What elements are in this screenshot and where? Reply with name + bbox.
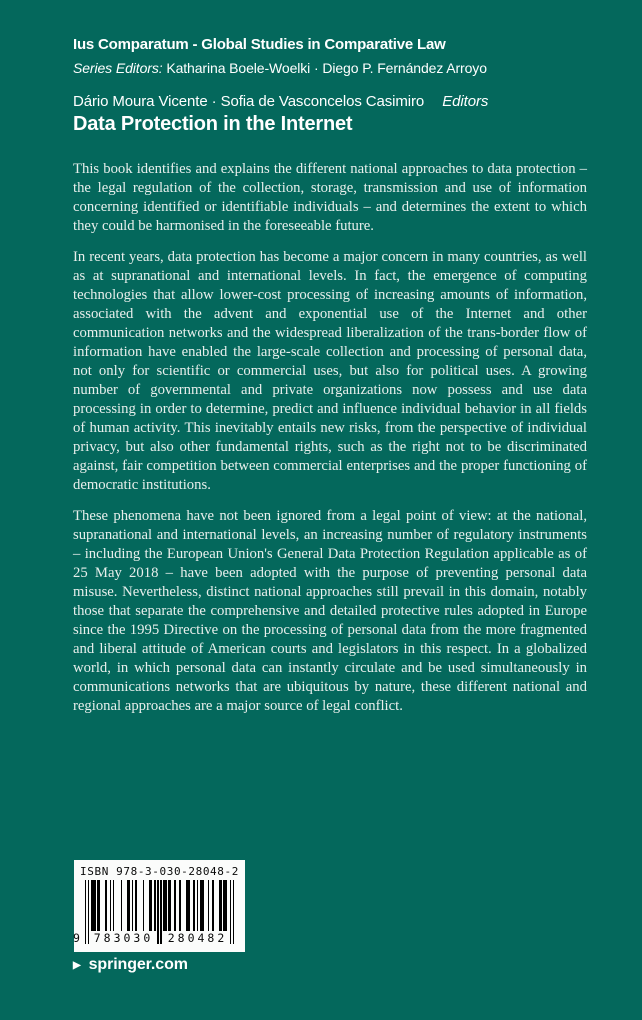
volume-editors-names: Dário Moura Vicente · Sofia de Vasconcelos Casimiro (73, 93, 425, 110)
series-editors-names: Katharina Boele-Woelki · Diego P. Fernández Arroyo (166, 60, 487, 76)
blurb-paragraph: This book identifies and explains the different national approaches to data protection – the legal regulation of the collection, storage, transmission and use of information concerning identified or identifiable individuals – and determines the extent to which they could be harmonised in the foreseeable future. (73, 161, 587, 234)
isbn-number: ISBN 978-3-030-28048-2 (80, 865, 239, 878)
arrow-right-icon: ▶ (73, 960, 81, 971)
publisher-site-line (73, 956, 188, 974)
volume-editors-line (73, 93, 589, 110)
series-editors-label: Series Editors: (73, 60, 163, 76)
barcode-bars (73, 880, 235, 945)
back-cover-blurb (73, 160, 587, 728)
series-title: Ius Comparatum - Global Studies in Comparative Law (73, 36, 446, 53)
blurb-paragraph: In recent years, data protection has become a major concern in many countries, as well as at supranational and international levels. In fact, the emergence of computing technologies that allow lower-cost processing of increasing amounts of information, associated with the advent and exponential use of the Internet and other communication networks and the widespread liberalization of the trans-border flow of information have enabled the large-scale collection and processing of personal data, not only for scientific or commercial uses, but also for political uses. A growing number of governmental and private organizations now possess and use data processing in order to determine, predict and influence individual behavior in all fields of human activity. This inevitably entails new risks, from the perspective of individual privacy, but also other fundamental rights, such as the right not to be discriminated against, fair competition between commercial enterprises and the proper functioning of democratic institutions. (73, 249, 587, 493)
barcode-digits-left: 783030 (93, 931, 154, 945)
editors-label: Editors (442, 93, 489, 110)
publisher-url: springer.com (88, 956, 188, 973)
blurb-paragraph: These phenomena have not been ignored from a legal point of view: at the national, supranational and international levels, an increasing number of regulatory instruments – including the European Union's General Data Protection Regulation applicable as of 25 May 2018 – have been adopted with the purpose of preventing personal data misuse. Nevertheless, distinct national approaches still prevail in this domain, notably those that separate the comprehensive and detailed protective rules adopted in Europe since the 1995 Directive on the processing of personal data from the more fragmented and liberal attitude of American courts and legislators in this respect. In a globalized world, in which personal data can instantly circulate and be used simultaneously in communications networks that are ubiquitous by nature, these different national and regional approaches are a major source of legal conflict. (73, 508, 587, 714)
barcode-digits-right: 280482 (167, 931, 228, 945)
barcode-digit-leading: 9 (73, 931, 80, 945)
series-editors-line (73, 60, 589, 76)
book-title: Data Protection in the Internet (73, 113, 353, 135)
cover-header (73, 36, 589, 136)
isbn-barcode-box (74, 860, 245, 952)
